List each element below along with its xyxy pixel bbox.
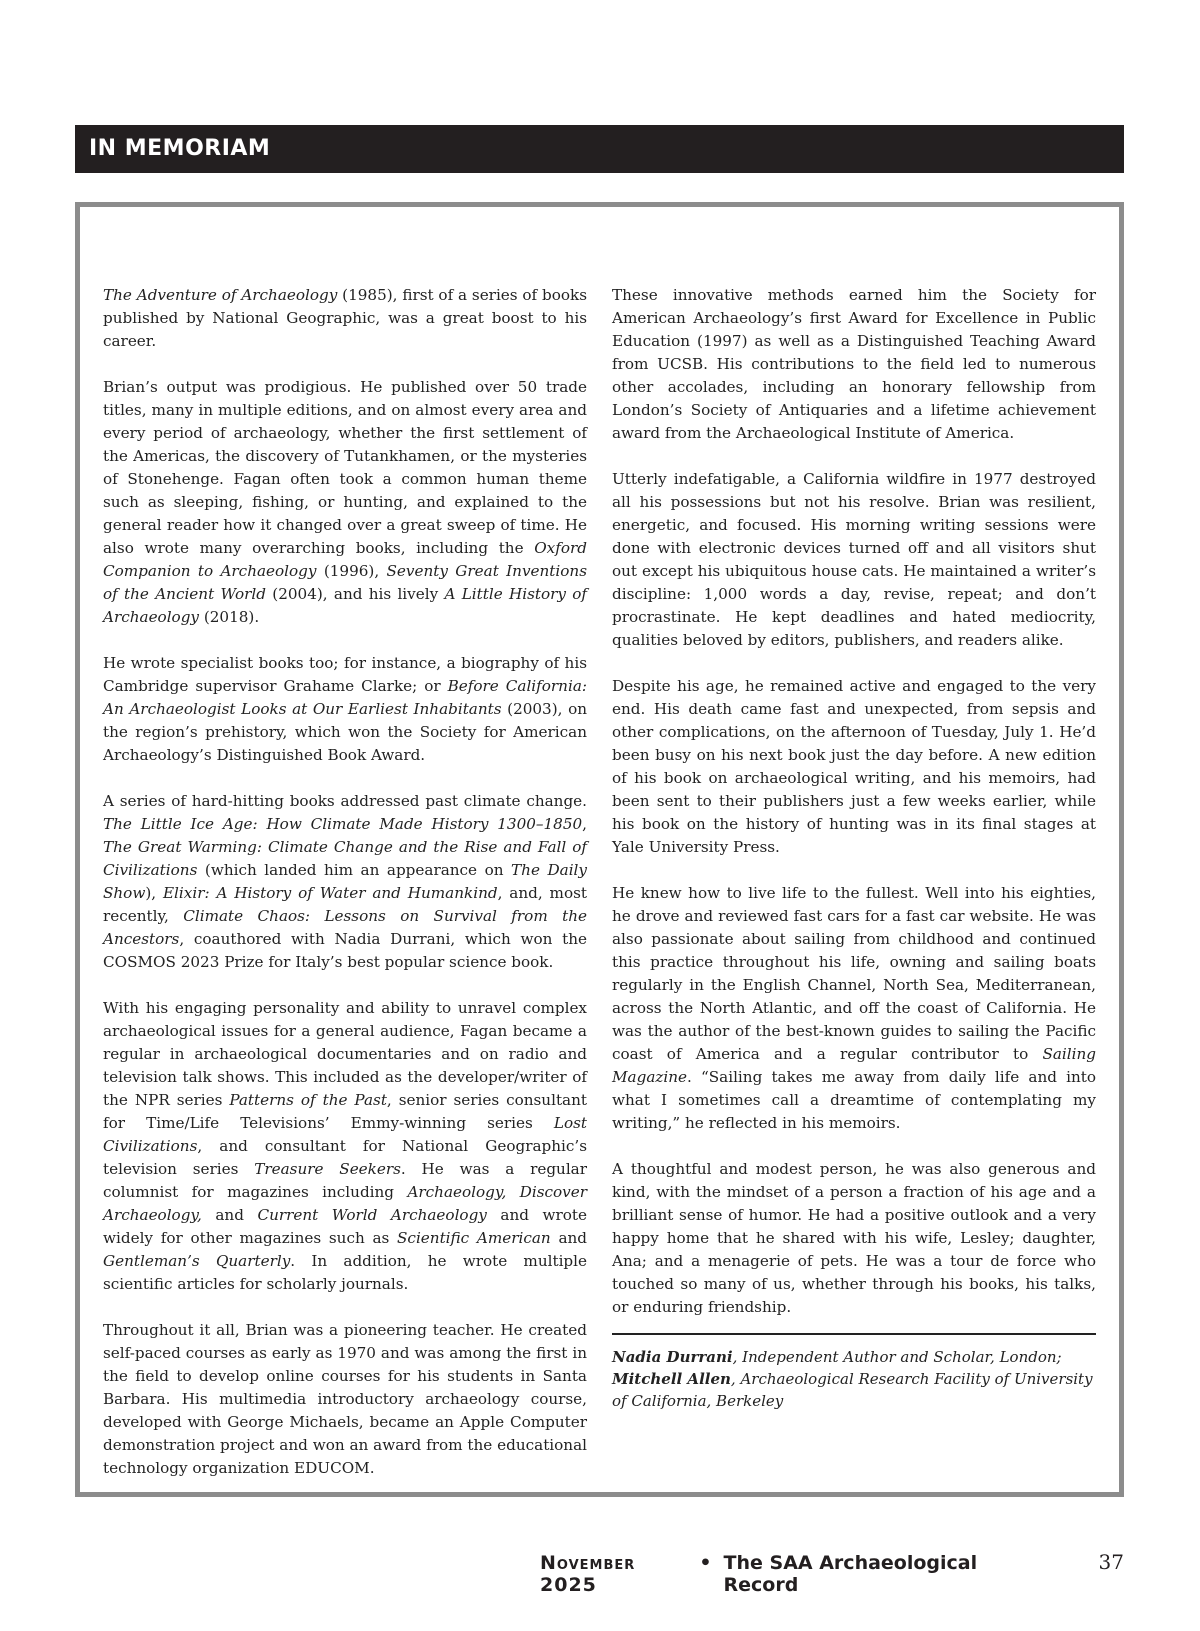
- italic-title-run: Seventy Great Inventions of the Ancient World: [103, 562, 587, 603]
- text-run: , senior series consultant for Time/Life Televisions’ Emmy-winning series: [103, 1091, 587, 1132]
- italic-title-run: Climate Chaos: Lessons on Survival from the Ancestors: [103, 907, 587, 948]
- text-run: . “Sailing takes me away from daily life and into what I sometimes call a dreamtime of contemplating my writing,” he reflected in his memoirs.: [612, 1068, 1096, 1132]
- text-run: (1996),: [316, 562, 387, 580]
- italic-title-run: Elixir: A History of Water and Humankind: [162, 884, 498, 902]
- page-number: 37: [1098, 1550, 1124, 1574]
- article-paragraph: [103, 652, 587, 767]
- italic-title-run: Lost Civilizations: [103, 1114, 587, 1155]
- italic-title-run: Oxford Companion to Archaeology: [103, 539, 587, 580]
- text-run: He knew how to live life to the fullest. Well into his eighties, he drove and reviewed fast cars for a fast car website. He was also passionate about sailing from childhood and continued this practice throughout his life, owning and sailing boats regularly in the English Channel, North Sea, Mediterranean, across the North Atlantic, and off the coast of California. He was the author of the best-known guides to sailing the Pacific coast of America and a regular contributor to: [612, 884, 1096, 1063]
- text-run: (2003), on the region’s prehistory, which won the Society for American Archaeology’s Distinguished Book Award.: [103, 700, 587, 764]
- italic-title-run: The Daily Show: [103, 861, 587, 902]
- page-footer: [540, 1550, 1124, 1596]
- italic-title-run: Sailing Magazine: [612, 1045, 1096, 1086]
- italic-title-run: Treasure Seekers: [254, 1160, 401, 1178]
- text-run: , and consultant for National Geographic’s television series: [103, 1137, 587, 1178]
- italic-title-run: The Adventure of Archaeology: [103, 286, 338, 304]
- article-paragraph: [612, 1158, 1096, 1319]
- italic-title-run: The Great Warming: Climate Change and the Rise and Fall of Civilizations: [103, 838, 587, 879]
- text-run: , coauthored with Nadia Durrani, which won the COSMOS 2023 Prize for Italy’s best popular science book.: [103, 930, 587, 971]
- text-run: (2004), and his lively: [266, 585, 445, 603]
- italic-title-run: Current World Archaeology: [257, 1206, 487, 1224]
- article-paragraph: [612, 675, 1096, 859]
- text-run: and: [550, 1229, 588, 1247]
- article-paragraph: [103, 376, 587, 629]
- text-run: Utterly indefatigable, a California wildfire in 1977 destroyed all his possessions but not his resolve. Brian was resilient, energetic, and focused. His morning writing sessions were done with electronic devices turned off and all visitors shut out except his ubiquitous house cats. He maintained a writer’s discipline: 1,000 words a day, revise, repeat; and don’t procrastinate. He kept deadlines and hated mediocrity, qualities beloved by editors, publishers, and readers alike.: [612, 470, 1096, 649]
- left-column: [103, 284, 587, 1480]
- text-run: (2018).: [199, 608, 260, 626]
- author-credits: [612, 1346, 1096, 1412]
- text-run: and: [201, 1206, 258, 1224]
- right-column-body: [612, 284, 1096, 1319]
- bullet-separator: •: [699, 1552, 712, 1574]
- text-run: (which landed him an appearance on: [197, 861, 512, 879]
- italic-title-run: Scientific American: [397, 1229, 551, 1247]
- right-column: [612, 284, 1096, 1412]
- text-run: With his engaging personality and ability to unravel complex archaeological issues for a general audience, Fagan became a regular in archaeological documentaries and on radio and television talk shows. This included as the developer/writer of the NPR series: [103, 999, 587, 1109]
- section-header: [75, 125, 1124, 173]
- italic-title-run: Archaeology, Discover Archaeology,: [103, 1183, 587, 1224]
- text-run: Throughout it all, Brian was a pioneering teacher. He created self-paced courses as early as 1970 and was among the first in the field to develop online courses for his students in Santa Barbara. His multimedia introductory archaeology course, developed with George Michaels, became an Apple Computer demonstration project and won an award from the educational technology organization EDUCOM.: [103, 1321, 587, 1477]
- text-run: A series of hard-hitting books addressed past climate change.: [103, 792, 587, 810]
- text-run: (1985), first of a series of books published by National Geographic, was a great boost to his career.: [103, 286, 588, 350]
- credit-line: [612, 1368, 1096, 1412]
- credit-author-name: Mitchell Allen: [612, 1370, 731, 1388]
- italic-title-run: The Little Ice Age: How Climate Made History 1300–1850: [103, 815, 583, 833]
- text-run: He wrote specialist books too; for instance, a biography of his Cambridge supervisor Grahame Clarke; or: [103, 654, 587, 695]
- italic-title-run: A Little History of Archaeology: [103, 585, 587, 626]
- article-paragraph: [103, 790, 587, 974]
- text-run: These innovative methods earned him the Society for American Archaeology’s first Award for Excellence in Public Education (1997) as well as a Distinguished Teaching Award from UCSB. His contributions to the field led to numerous other accolades, including an honorary fellowship from London’s Society of Antiquaries and a lifetime achievement award from the Archaeological Institute of America.: [612, 286, 1096, 442]
- text-run: and wrote widely for other magazines such as: [103, 1206, 587, 1247]
- article-paragraph: [103, 997, 587, 1296]
- text-run: Brian’s output was prodigious. He published over 50 trade titles, many in multiple editions, and on almost every area and every period of archaeology, whether the first settlement of the Americas, the discovery of Tutankhamen, or the mysteries of Stonehenge. Fagan often took a common human theme such as sleeping, fishing, or hunting, and explained to the general reader how it changed over a great sweep of time. He also wrote many overarching books, including the: [103, 378, 587, 557]
- article-paragraph: [612, 284, 1096, 445]
- article-paragraph: [103, 284, 587, 353]
- article-paragraph: [103, 1319, 587, 1480]
- credit-affiliation: , Archaeological Research Facility of University of California, Berkeley: [612, 1370, 1093, 1410]
- text-run: . He was a regular columnist for magazines including: [103, 1160, 587, 1201]
- text-run: ,: [582, 815, 587, 833]
- text-run: Despite his age, he remained active and engaged to the very end. His death came fast and unexpected, from sepsis and other complications, on the afternoon of Tuesday, July 1. He’d been busy on his next book just the day before. A new edition of his book on archaeological writing, and his memoirs, had been sent to their publishers just a few weeks earlier, while his book on the history of hunting was in its final stages at Yale University Press.: [612, 677, 1096, 856]
- credits-separator: [612, 1333, 1096, 1335]
- text-run: A thoughtful and modest person, he was also generous and kind, with the mindset of a person a fraction of his age and a brilliant sense of humor. He had a positive outlook and a very happy home that he shared with his wife, Lesley; daughter, Ana; and a menagerie of pets. He was a tour de force who touched so many of us, whether through his books, his talks, or enduring friendship.: [612, 1160, 1096, 1316]
- text-run: . In addition, he wrote multiple scientific articles for scholarly journals.: [103, 1252, 588, 1293]
- section-title: IN MEMORIAM: [89, 136, 271, 161]
- article-paragraph: [612, 882, 1096, 1135]
- issue-date: November 2025: [540, 1552, 636, 1596]
- publication-title: The SAA Archaeological Record: [723, 1552, 978, 1596]
- credit-affiliation: , Independent Author and Scholar, London;: [732, 1348, 1062, 1366]
- credit-author-name: Nadia Durrani: [612, 1348, 733, 1366]
- text-run: , and, most recently,: [103, 884, 587, 925]
- text-run: ),: [145, 884, 163, 902]
- article-paragraph: [612, 468, 1096, 652]
- credit-line: [612, 1346, 1096, 1368]
- italic-title-run: Gentleman’s Quarterly: [103, 1252, 291, 1270]
- italic-title-run: Patterns of the Past: [229, 1091, 387, 1109]
- italic-title-run: Before California: An Archaeologist Looks at Our Earliest Inhabitants: [103, 677, 587, 718]
